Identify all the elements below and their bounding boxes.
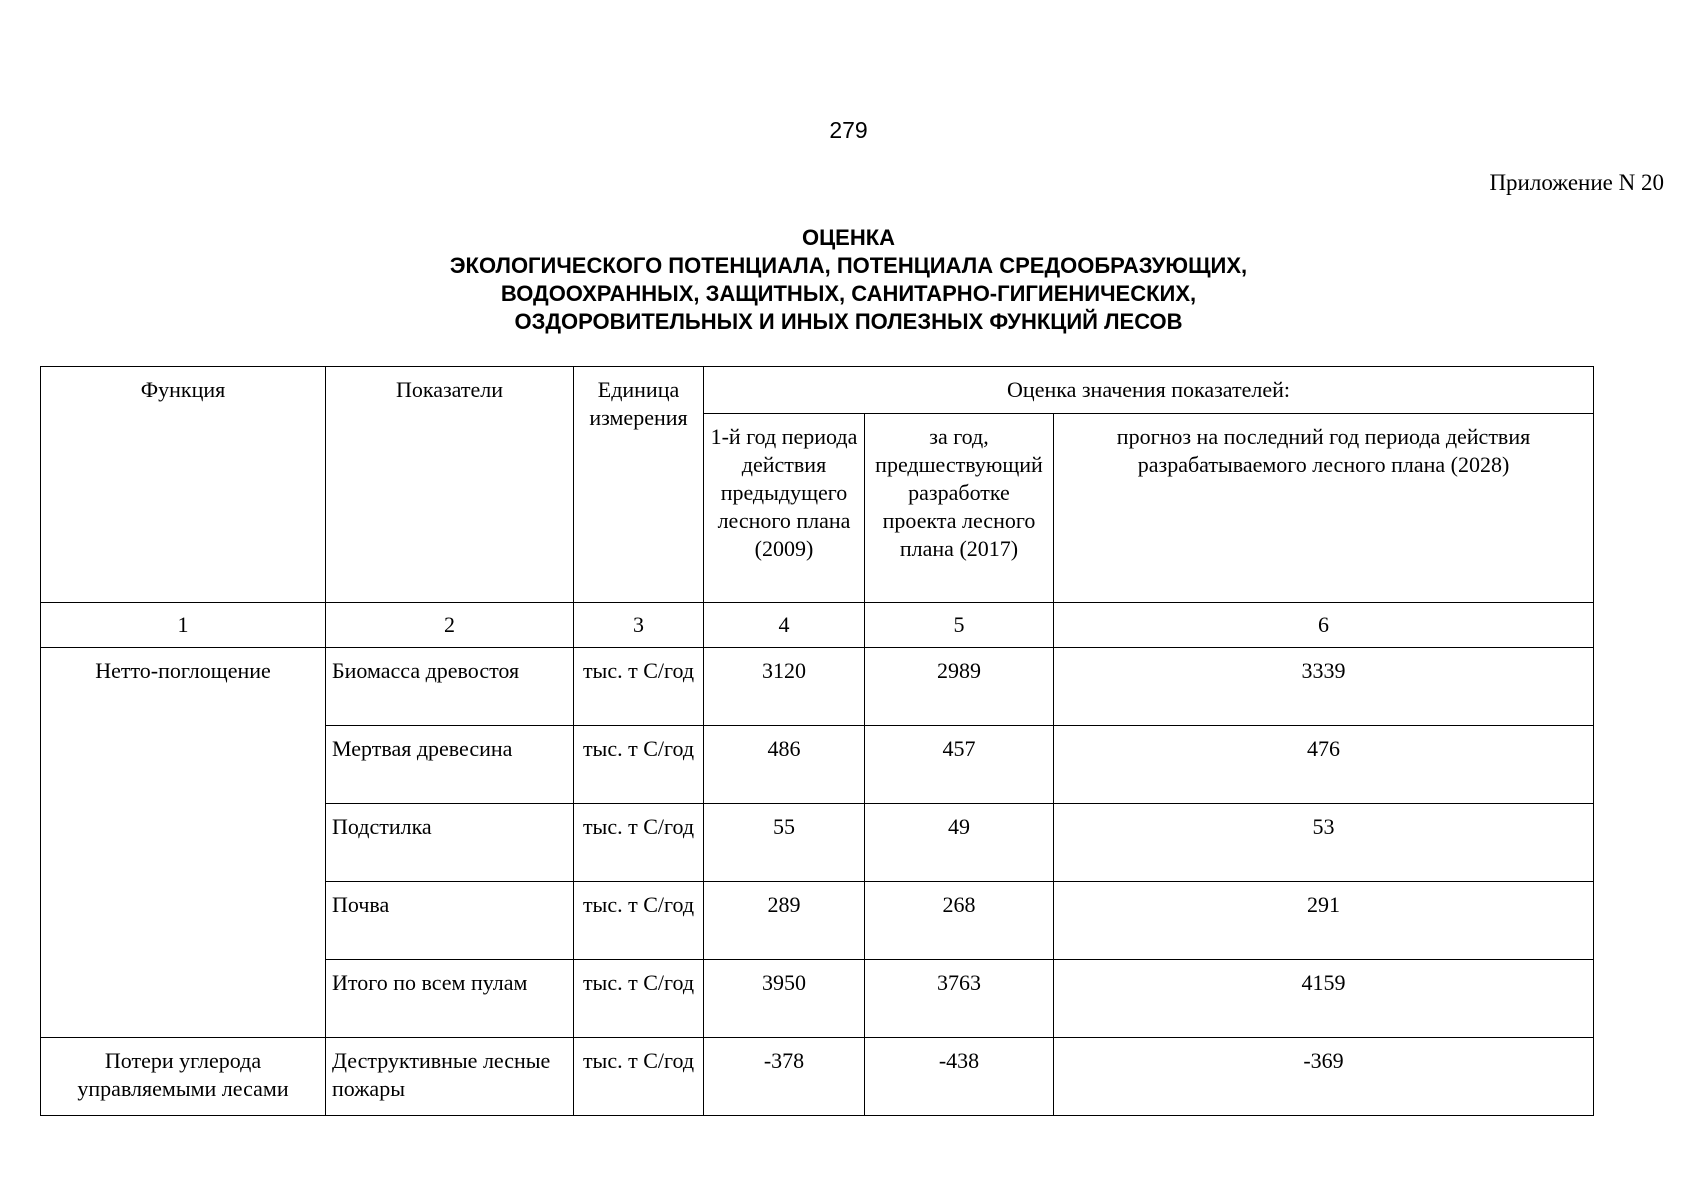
column-number: 2 (326, 603, 574, 648)
value-2028-cell: 291 (1054, 882, 1594, 960)
function-cell: Нетто-поглощение (41, 648, 326, 1038)
value-2009-cell: 3120 (704, 648, 865, 726)
function-cell: Потери углерода управляемыми лесами (41, 1038, 326, 1116)
indicator-cell: Мертвая древесина (326, 726, 574, 804)
indicator-cell: Почва (326, 882, 574, 960)
document-title (0, 224, 1697, 336)
value-2017-cell: -438 (865, 1038, 1054, 1116)
indicator-cell: Подстилка (326, 804, 574, 882)
unit-cell: тыс. т С/год (574, 882, 704, 960)
table-header-row (41, 367, 1594, 414)
header-indicators: Показатели (326, 367, 574, 603)
value-2028-cell: -369 (1054, 1038, 1594, 1116)
value-2017-cell: 457 (865, 726, 1054, 804)
unit-cell: тыс. т С/год (574, 648, 704, 726)
unit-cell: тыс. т С/год (574, 1038, 704, 1116)
table-row (41, 648, 1594, 726)
column-number: 1 (41, 603, 326, 648)
value-2017-cell: 49 (865, 804, 1054, 882)
header-year-forecast: прогноз на последний год периода действия разрабатываемого лесного плана (2028) (1054, 414, 1594, 603)
unit-cell: тыс. т С/год (574, 804, 704, 882)
title-line: ВОДООХРАННЫХ, ЗАЩИТНЫХ, САНИТАРНО-ГИГИЕНИЧЕСКИХ, (500, 281, 1197, 306)
title-line: ЭКОЛОГИЧЕСКОГО ПОТЕНЦИАЛА, ПОТЕНЦИАЛА СРЕДООБРАЗУЮЩИХ, (449, 253, 1248, 278)
unit-cell: тыс. т С/год (574, 960, 704, 1038)
value-2028-cell: 4159 (1054, 960, 1594, 1038)
value-2028-cell: 476 (1054, 726, 1594, 804)
column-number-row (41, 603, 1594, 648)
column-number: 6 (1054, 603, 1594, 648)
table-row (41, 1038, 1594, 1116)
value-2009-cell: 486 (704, 726, 865, 804)
value-2028-cell: 53 (1054, 804, 1594, 882)
header-assessment: Оценка значения показателей: (704, 367, 1594, 414)
value-2017-cell: 3763 (865, 960, 1054, 1038)
header-unit: Единица измерения (574, 367, 704, 603)
indicator-cell: Биомасса древостоя (326, 648, 574, 726)
column-number: 5 (865, 603, 1054, 648)
value-2017-cell: 2989 (865, 648, 1054, 726)
header-year-prev: за год, предшествующий разработке проекта лесного плана (2017) (865, 414, 1054, 603)
column-number: 4 (704, 603, 865, 648)
column-number: 3 (574, 603, 704, 648)
assessment-table (40, 366, 1594, 1116)
title-line: ОЦЕНКА (801, 225, 896, 250)
value-2009-cell: 289 (704, 882, 865, 960)
indicator-cell: Итого по всем пулам (326, 960, 574, 1038)
indicator-cell: Деструктивные лесные пожары (326, 1038, 574, 1116)
value-2009-cell: -378 (704, 1038, 865, 1116)
value-2017-cell: 268 (865, 882, 1054, 960)
value-2028-cell: 3339 (1054, 648, 1594, 726)
header-function: Функция (41, 367, 326, 603)
header-year-first: 1-й год периода действия предыдущего лесного плана (2009) (704, 414, 865, 603)
page-number: 279 (829, 117, 868, 143)
value-2009-cell: 3950 (704, 960, 865, 1038)
value-2009-cell: 55 (704, 804, 865, 882)
title-line: ОЗДОРОВИТЕЛЬНЫХ И ИНЫХ ПОЛЕЗНЫХ ФУНКЦИЙ ЛЕСОВ (514, 309, 1183, 334)
unit-cell: тыс. т С/год (574, 726, 704, 804)
appendix-label: Приложение N 20 (1489, 170, 1664, 195)
